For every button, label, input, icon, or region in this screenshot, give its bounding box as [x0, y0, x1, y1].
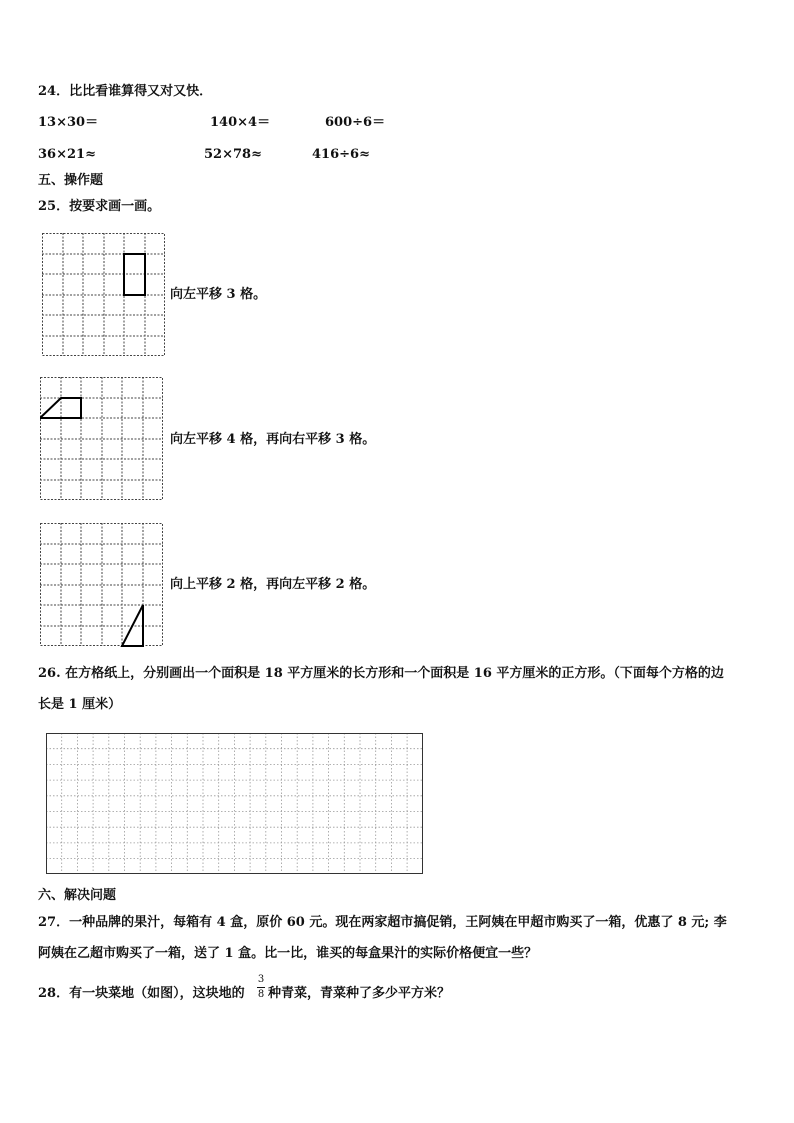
q24-expr-5: 52×78≈ [204, 147, 262, 162]
q24-expr-3: 600÷6＝ [325, 115, 386, 130]
q28-text-after: 种青菜，青菜种了多少平方米？ [268, 986, 451, 1001]
fraction-denominator: 8 [257, 989, 265, 1000]
q24-expr-4: 36×21≈ [38, 147, 96, 162]
section-six-title: 六、解决问题 [38, 888, 117, 903]
grid-2-instruction: 向左平移 4 格，再向右平移 3 格。 [170, 432, 376, 447]
blank-grid-paper [46, 733, 424, 875]
grid-3-instruction: 向上平移 2 格，再向左平移 2 格。 [170, 577, 376, 592]
section-five-title: 五、操作题 [38, 173, 104, 188]
q27-line-1: 27．一种品牌的果汁，每箱有 4 盒，原价 60 元。现在两家超市搞促销，王阿姨在甲超市购买了一箱，优惠了 8 元; 李 [38, 915, 727, 930]
q24-expr-1: 13×30＝ [38, 115, 99, 130]
q25-title: 25．按要求画一画。 [38, 199, 161, 214]
q24-title: 24．比比看谁算得又对又快． [38, 84, 213, 99]
translation-grid-3 [40, 523, 165, 648]
q28-text-before: 28．有一块菜地（如图），这块地的 [38, 986, 245, 1001]
trapezoid-shape [40, 398, 81, 418]
q26-line-2: 长是 1 厘米） [38, 697, 122, 712]
q24-expr-2: 140×4＝ [210, 115, 271, 130]
q24-expr-6: 416÷6≈ [312, 147, 370, 162]
fraction-numerator: 3 [257, 974, 265, 985]
q26-line-1: 26. 在方格纸上，分别画出一个面积是 18 平方厘米的长方形和一个面积是 16 平方厘米的正方形。（下面每个方格的边 [38, 666, 724, 681]
translation-grid-1 [42, 233, 167, 358]
fraction-bar [257, 987, 265, 988]
grid-1-instruction: 向左平移 3 格。 [170, 287, 267, 302]
translation-grid-2 [40, 377, 165, 502]
q27-line-2: 阿姨在乙超市购买了一箱，送了 1 盒。比一比，谁买的每盒果汁的实际价格便宜一些？ [38, 946, 538, 961]
